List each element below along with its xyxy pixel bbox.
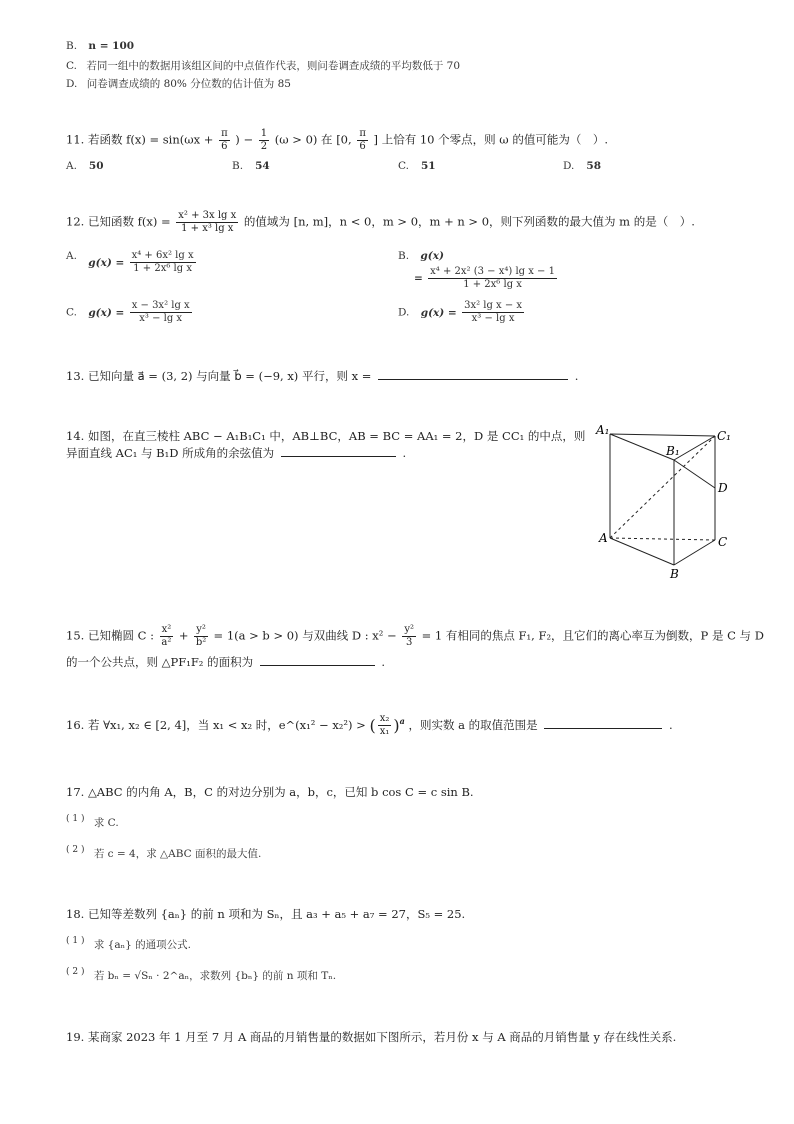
equals-sign: = (414, 272, 423, 285)
numerator: x² (161, 624, 172, 635)
numerator: π (359, 128, 366, 139)
label-a1: A₁ (596, 423, 610, 437)
option-text: 问卷调查成绩的 80% 分位数的估计值为 85 (86, 78, 291, 90)
fraction (428, 266, 557, 291)
q10-option-b (66, 40, 134, 52)
fraction (402, 624, 416, 649)
denominator: x³ − lg x (471, 313, 515, 324)
option-text: g(x) (420, 250, 444, 262)
edge-ab (610, 538, 674, 565)
option-text: g(x) = (420, 306, 457, 319)
q12-option-c (66, 300, 194, 325)
label-c: C (718, 535, 728, 549)
denominator: 6 (221, 141, 228, 152)
question-number: 18. (66, 907, 85, 921)
fraction (259, 128, 269, 153)
denominator: 6 (359, 141, 366, 152)
q18-part-1 (66, 936, 191, 952)
question-number: 15. (66, 628, 85, 643)
label-d: D (718, 481, 728, 495)
option-label: C. (66, 60, 77, 72)
part-text: 若 c = 4，求 △ABC 面积的最大值. (93, 847, 262, 860)
part-text: 若 bₙ = √Sₙ · 2^aₙ，求数列 {bₙ} 的前 n 项和 Tₙ. (93, 969, 337, 982)
part-label: ( 2 ) (66, 967, 85, 977)
q12-option-b (398, 250, 444, 262)
numerator: x² + 3x lg x (178, 210, 237, 221)
q16-stem (66, 713, 673, 738)
answer-blank[interactable] (378, 378, 568, 380)
fraction (160, 624, 174, 649)
q10-option-d (66, 76, 291, 91)
denominator: x₁ (379, 726, 390, 738)
numerator: x₂ (379, 713, 390, 725)
numerator: y² (404, 624, 414, 635)
q11-stem (66, 128, 608, 153)
exponent: a (399, 716, 405, 726)
fraction (378, 713, 392, 738)
stem-part: 若函数 f(x) = sin(ωx + (87, 132, 214, 147)
stem-text: 某商家 2023 年 1 月至 7 月 A 商品的月销售量的数据如下图所示，若月份 x 与 A 商品的月销售量 y 存在线性关系. (87, 1030, 677, 1044)
q13-stem (66, 368, 578, 384)
question-number: 17. (66, 785, 85, 799)
q14-stem-line2 (66, 445, 406, 461)
option-label: C. (398, 160, 409, 172)
fraction (176, 210, 238, 235)
stem-part: ) − (235, 132, 254, 147)
stem-part: 已知椭圆 C : (87, 628, 154, 643)
option-label: B. (398, 250, 410, 262)
q12-option-b-formula (414, 266, 559, 291)
edge-bc (674, 540, 715, 565)
q17-part-1 (66, 814, 119, 830)
numerator: 1 (260, 128, 268, 139)
prism-figure (590, 420, 750, 585)
part-text: 求 {aₙ} 的通项公式. (93, 938, 192, 951)
edge-a1b1 (610, 434, 674, 460)
question-number: 11. (66, 132, 85, 147)
edge-b1c1 (674, 436, 715, 460)
q15-stem-line2 (66, 654, 385, 670)
q12-option-a (66, 250, 198, 275)
option-text: 若同一组中的数据用该组区间的中点值作代表，则问卷调查成绩的平均数低于 70 (86, 60, 461, 72)
numerator: 3x² lg x − x (464, 300, 523, 311)
option-text: 58 (586, 160, 602, 172)
numerator: π (221, 128, 228, 139)
q15-stem-line1 (66, 624, 764, 649)
option-label: A. (66, 160, 77, 172)
denominator: 3 (405, 637, 413, 648)
right-paren: ) (393, 715, 400, 735)
label-a: A (599, 531, 608, 545)
stem-part: (ω > 0) 在 [0, (274, 132, 352, 147)
question-number: 13. (66, 369, 85, 383)
stem-text: 的一个公共点，则 △PF₁F₂ 的面积为 (66, 655, 254, 669)
left-paren: ( (369, 715, 376, 735)
stem-text: 异面直线 AC₁ 与 B₁D 所成角的余弦值为 (66, 446, 275, 460)
stem-text: 已知向量 a⃗ = (3, 2) 与向量 b⃗ = (−9, x) 平行，则 x = (87, 369, 372, 383)
fraction (462, 300, 524, 325)
stem-text: △ABC 的内角 A，B，C 的对边分别为 a，b，c，已知 b cos C = c sin B. (87, 785, 474, 799)
question-number: 14. (66, 429, 85, 443)
q19-stem (66, 1029, 676, 1045)
option-label: D. (398, 306, 410, 319)
answer-blank[interactable] (281, 455, 396, 457)
stem-part: = 1 有相同的焦点 F₁, F₂，且它们的离心率互为倒数，P 是 C 与 D (421, 628, 764, 643)
option-text: g(x) = (88, 306, 125, 319)
stem-text: 已知等差数列 {aₙ} 的前 n 项和为 Sₙ，且 a₃ + a₅ + a₇ = 27，S₅ = 25. (87, 907, 466, 921)
question-number: 12. (66, 214, 85, 229)
denominator: x³ − lg x (139, 313, 183, 324)
q18-stem (66, 906, 465, 922)
option-label: A. (66, 250, 77, 262)
option-text: n = 100 (88, 40, 135, 52)
numerator: x − 3x² lg x (131, 300, 190, 311)
denominator: 1 + 2x⁶ lg x (133, 263, 192, 274)
part-label: ( 2 ) (66, 845, 85, 855)
line-b1d (674, 460, 715, 488)
fraction (130, 250, 196, 275)
fraction (219, 128, 230, 153)
q12-option-d (398, 300, 526, 325)
part-label: ( 1 ) (66, 936, 85, 946)
denominator: a² (161, 637, 172, 648)
stem-text: 如图，在直三棱柱 ABC − A₁B₁C₁ 中，AB⊥BC，AB = BC = AA₁ = 2，D 是 CC₁ 的中点，则 (87, 429, 586, 443)
part-text: 求 C. (93, 816, 119, 829)
fraction (357, 128, 368, 153)
option-text: 50 (88, 160, 104, 172)
edge-ac-hidden (610, 538, 715, 540)
stem-part: 若 ∀x₁, x₂ ∈ [2, 4]，当 x₁ < x₂ 时，e^(x₁² − x₂²) > (87, 717, 366, 732)
stem-end: . (402, 446, 407, 460)
q17-stem (66, 784, 474, 800)
denominator: 1 + 2x⁶ lg x (463, 279, 522, 290)
stem-end: . (668, 717, 673, 732)
q11-option-a (66, 160, 104, 172)
edge-a1c1 (610, 434, 715, 436)
label-b1: B₁ (666, 444, 680, 458)
option-label: C. (66, 306, 77, 319)
stem-part: ，则实数 a 的取值范围是 (408, 717, 538, 732)
question-number: 19. (66, 1030, 85, 1044)
numerator: x⁴ + 2x² (3 − x⁴) lg x − 1 (430, 266, 555, 277)
stem-end: . (574, 369, 579, 383)
numerator: x⁴ + 6x² lg x (131, 250, 194, 261)
fraction (130, 300, 192, 325)
q18-part-2 (66, 967, 336, 983)
stem-part: = 1(a > b > 0) 与双曲线 D : x² − (213, 628, 397, 643)
option-label: D. (563, 160, 575, 172)
option-text: g(x) = (88, 256, 125, 269)
answer-blank[interactable] (544, 727, 662, 729)
q10-option-c (66, 58, 460, 73)
fraction (194, 624, 208, 649)
stem-part: 的值域为 [n, m]，n < 0，m > 0，m + n > 0，则下列函数的最大值为 m 的是（ ）. (243, 214, 695, 229)
denominator: 2 (260, 141, 268, 152)
denominator: b² (195, 637, 207, 648)
question-number: 16. (66, 717, 85, 732)
q11-option-b (232, 160, 270, 172)
label-c1: C₁ (717, 429, 731, 443)
label-b: B (670, 567, 679, 581)
stem-end: . (381, 655, 386, 669)
line-ac1 (610, 436, 715, 538)
numerator: y² (196, 624, 206, 635)
q12-stem (66, 210, 695, 235)
stem-part: 已知函数 f(x) = (87, 214, 171, 229)
denominator: 1 + x³ lg x (181, 223, 234, 234)
q14-stem-line1 (66, 428, 585, 444)
option-text: 54 (255, 160, 270, 172)
plus-sign: + (178, 628, 189, 643)
q11-option-c (398, 160, 436, 172)
part-label: ( 1 ) (66, 814, 85, 824)
option-label: B. (66, 40, 78, 52)
option-label: B. (232, 160, 244, 172)
answer-blank[interactable] (260, 664, 375, 666)
option-label: D. (66, 78, 78, 90)
q11-option-d (563, 160, 601, 172)
option-text: 51 (421, 160, 436, 172)
q17-part-2 (66, 845, 261, 861)
stem-part: ] 上恰有 10 个零点，则 ω 的值可能为（ ）. (373, 132, 608, 147)
